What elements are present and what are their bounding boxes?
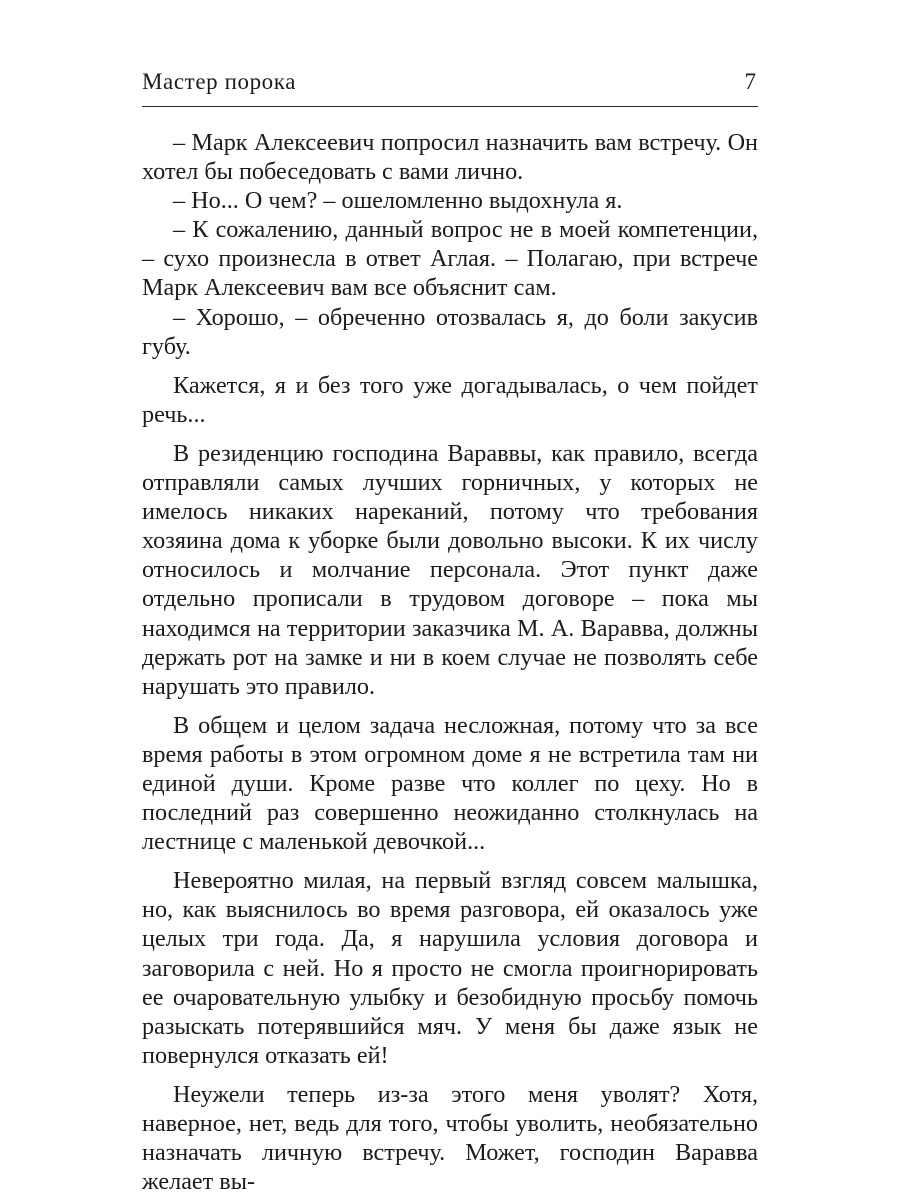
paragraph: В общем и целом задача несложная, потому что за все время работы в этом огромном доме я не встретила там ни единой души. Кроме разве что коллег по цеху. Но в последний раз совершенно неожиданно столкнулась на лестнице с маленькой девочкой...: [142, 711, 758, 856]
page-header: [142, 66, 758, 106]
paragraph: Неужели теперь из-за этого меня уволят? Хотя, наверное, нет, ведь для того, чтобы уволить, необязательно назначать личную встречу. Может, господин Варавва желает вы-: [142, 1080, 758, 1196]
paragraph: – К сожалению, данный вопрос не в моей компетенции, – сухо произнесла в ответ Аглая. – Полагаю, при встрече Марк Алексеевич вам все объяснит сам.: [142, 216, 758, 302]
paragraph: – Хорошо, – обреченно отозвалась я, до боли закусив губу.: [142, 303, 758, 360]
body-text: [142, 128, 758, 1196]
running-title: Мастер порока: [142, 69, 297, 94]
paragraph: В резиденцию господина Вараввы, как правило, всегда отправляли самых лучших горничных, у которых не имелось никаких нареканий, потому что требования хозяина дома к уборке были довольно высоки. К их числу относилось и молчание персонала. Этот пункт даже отдельно прописали в трудовом договоре – пока мы находимся на территории заказчика М. А. Варавва, должны держать рот на замке и ни в коем случае не позволять себе нарушать это правило.: [142, 439, 758, 700]
paragraph: Невероятно милая, на первый взгляд совсем малышка, но, как выяснилось во время разговора, ей оказалось уже целых три года. Да, я нарушила условия договора и заговорила с ней. Но я просто не смогла проигнорировать ее очаровательную улыбку и безобидную просьбу помочь разыскать потерявшийся мяч. У меня бы даже язык не повернулся отказать ей!: [142, 867, 758, 1069]
paragraph: Кажется, я и без того уже догадывалась, о чем пойдет речь...: [142, 371, 758, 428]
header-rule: [142, 106, 758, 107]
page-number: 7: [744, 69, 756, 94]
paragraph: – Но... О чем? – ошеломленно выдохнула я.: [173, 187, 623, 215]
paragraph: – Марк Алексеевич попросил назначить вам встречу. Он хотел бы побеседовать с вами лично.: [142, 129, 758, 186]
